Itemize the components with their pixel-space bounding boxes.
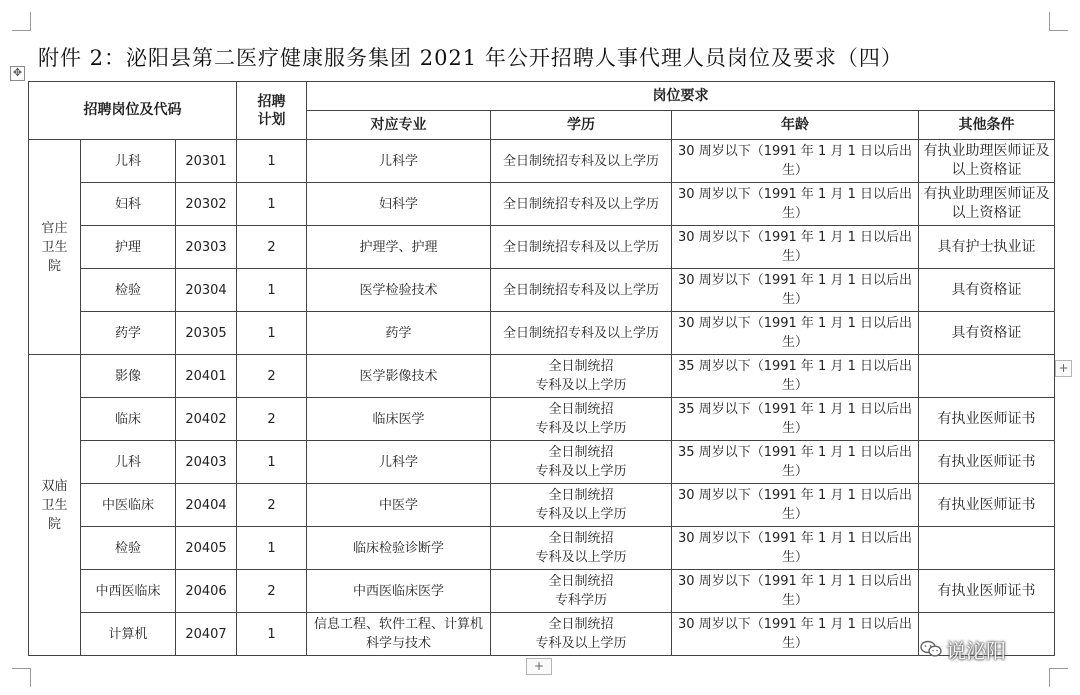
watermark	[920, 634, 1060, 664]
age-cell: 30 周岁以下（1991 年 1 月 1 日以后出生）	[672, 269, 919, 312]
recruitment-table	[28, 81, 1055, 656]
age-cell: 30 周岁以下（1991 年 1 月 1 日以后出生）	[672, 570, 919, 613]
plan-cell: 2	[237, 398, 307, 441]
other-cell: 有执业医师证书	[919, 441, 1055, 484]
education-cell: 全日制统招 专科及以上学历	[491, 527, 672, 570]
code-cell: 20404	[176, 484, 237, 527]
major-cell: 临床检验诊断学	[307, 527, 491, 570]
code-cell: 20301	[176, 140, 237, 183]
page-corner-mark-bottom-left	[12, 668, 31, 687]
major-cell: 中医学	[307, 484, 491, 527]
education-cell: 全日制统招专科及以上学历	[491, 226, 672, 269]
post-cell: 检验	[81, 527, 176, 570]
page-corner-mark-top-left	[12, 12, 31, 31]
plan-cell: 1	[237, 441, 307, 484]
plan-cell: 1	[237, 269, 307, 312]
major-cell: 儿科学	[307, 441, 491, 484]
age-cell: 35 周岁以下（1991 年 1 月 1 日以后出生）	[672, 441, 919, 484]
other-cell: 具有资格证	[919, 312, 1055, 355]
table-row	[29, 398, 1055, 441]
major-cell: 护理学、护理	[307, 226, 491, 269]
major-cell: 中西医临床医学	[307, 570, 491, 613]
major-cell: 信息工程、软件工程、计算机科学与技术	[307, 613, 491, 656]
age-cell: 30 周岁以下（1991 年 1 月 1 日以后出生）	[672, 226, 919, 269]
code-cell: 20405	[176, 527, 237, 570]
table-row	[29, 226, 1055, 269]
table-row	[29, 269, 1055, 312]
code-cell: 20304	[176, 269, 237, 312]
post-cell: 中医临床	[81, 484, 176, 527]
header-position: 招聘岗位及代码	[29, 82, 237, 140]
post-cell: 儿科	[81, 441, 176, 484]
table-row	[29, 140, 1055, 183]
education-cell: 全日制统招 专科及以上学历	[491, 613, 672, 656]
table-row	[29, 527, 1055, 570]
major-cell: 儿科学	[307, 140, 491, 183]
plan-cell: 2	[237, 226, 307, 269]
table-row	[29, 613, 1055, 656]
page-corner-mark-bottom-right	[1049, 668, 1068, 687]
code-cell: 20401	[176, 355, 237, 398]
code-cell: 20407	[176, 613, 237, 656]
age-cell: 30 周岁以下（1991 年 1 月 1 日以后出生）	[672, 527, 919, 570]
post-cell: 护理	[81, 226, 176, 269]
post-cell: 临床	[81, 398, 176, 441]
major-cell: 药学	[307, 312, 491, 355]
education-cell: 全日制统招专科及以上学历	[491, 183, 672, 226]
add-row-button[interactable]	[526, 658, 552, 675]
plan-cell: 1	[237, 312, 307, 355]
other-cell: 有执业助理医师证及以上资格证	[919, 140, 1055, 183]
document-title: 附件 2：泌阳县第二医疗健康服务集团 2021 年公开招聘人事代理人员岗位及要求（四）	[38, 46, 903, 70]
table-row	[29, 570, 1055, 613]
header-requirements: 岗位要求	[307, 82, 1055, 111]
code-cell: 20403	[176, 441, 237, 484]
table-row	[29, 183, 1055, 226]
post-cell: 儿科	[81, 140, 176, 183]
age-cell: 35 周岁以下（1991 年 1 月 1 日以后出生）	[672, 398, 919, 441]
other-cell: 具有护士执业证	[919, 226, 1055, 269]
plan-cell: 2	[237, 570, 307, 613]
plus-icon: +	[533, 659, 545, 673]
other-cell: 有执业医师证书	[919, 398, 1055, 441]
education-cell: 全日制统招专科及以上学历	[491, 269, 672, 312]
post-cell: 影像	[81, 355, 176, 398]
table-row	[29, 441, 1055, 484]
plan-cell: 2	[237, 484, 307, 527]
unit-name-cell: 官庄 卫生 院	[29, 140, 81, 355]
age-cell: 30 周岁以下（1991 年 1 月 1 日以后出生）	[672, 140, 919, 183]
code-cell: 20302	[176, 183, 237, 226]
plan-cell: 1	[237, 527, 307, 570]
header-age: 年龄	[672, 111, 919, 140]
header-education: 学历	[491, 111, 672, 140]
education-cell: 全日制统招 专科学历	[491, 570, 672, 613]
header-other: 其他条件	[919, 111, 1055, 140]
education-cell: 全日制统招 专科及以上学历	[491, 355, 672, 398]
post-cell: 药学	[81, 312, 176, 355]
plus-icon: +	[1058, 361, 1069, 375]
major-cell: 医学影像技术	[307, 355, 491, 398]
education-cell: 全日制统招专科及以上学历	[491, 312, 672, 355]
other-cell: 有执业助理医师证及以上资格证	[919, 183, 1055, 226]
header-major: 对应专业	[307, 111, 491, 140]
major-cell: 妇科学	[307, 183, 491, 226]
education-cell: 全日制统招 专科及以上学历	[491, 398, 672, 441]
education-cell: 全日制统招 专科及以上学历	[491, 441, 672, 484]
table-row	[29, 355, 1055, 398]
code-cell: 20406	[176, 570, 237, 613]
post-cell: 中西医临床	[81, 570, 176, 613]
other-cell	[919, 527, 1055, 570]
add-column-button[interactable]	[1055, 360, 1072, 377]
age-cell: 35 周岁以下（1991 年 1 月 1 日以后出生）	[672, 355, 919, 398]
page-corner-mark-top-right	[1049, 12, 1068, 31]
age-cell: 30 周岁以下（1991 年 1 月 1 日以后出生）	[672, 613, 919, 656]
wechat-icon	[920, 640, 942, 658]
post-cell: 检验	[81, 269, 176, 312]
plan-cell: 2	[237, 355, 307, 398]
plan-cell: 1	[237, 183, 307, 226]
code-cell: 20303	[176, 226, 237, 269]
table-move-handle-icon[interactable]: ✥	[10, 66, 25, 81]
unit-name-cell: 双庙 卫生 院	[29, 355, 81, 656]
code-cell: 20402	[176, 398, 237, 441]
post-cell: 计算机	[81, 613, 176, 656]
watermark-text: 说泌阳	[946, 638, 1006, 663]
other-cell: 有执业医师证书	[919, 484, 1055, 527]
plan-cell: 1	[237, 613, 307, 656]
other-cell: 有执业医师证书	[919, 570, 1055, 613]
education-cell: 全日制统招专科及以上学历	[491, 140, 672, 183]
age-cell: 30 周岁以下（1991 年 1 月 1 日以后出生）	[672, 484, 919, 527]
education-cell: 全日制统招 专科及以上学历	[491, 484, 672, 527]
age-cell: 30 周岁以下（1991 年 1 月 1 日以后出生）	[672, 312, 919, 355]
post-cell: 妇科	[81, 183, 176, 226]
other-cell: 具有资格证	[919, 269, 1055, 312]
major-cell: 医学检验技术	[307, 269, 491, 312]
table-row	[29, 484, 1055, 527]
header-plan: 招聘 计划	[237, 82, 307, 140]
plan-cell: 1	[237, 140, 307, 183]
other-cell	[919, 355, 1055, 398]
code-cell: 20305	[176, 312, 237, 355]
table-row	[29, 312, 1055, 355]
age-cell: 30 周岁以下（1991 年 1 月 1 日以后出生）	[672, 183, 919, 226]
major-cell: 临床医学	[307, 398, 491, 441]
